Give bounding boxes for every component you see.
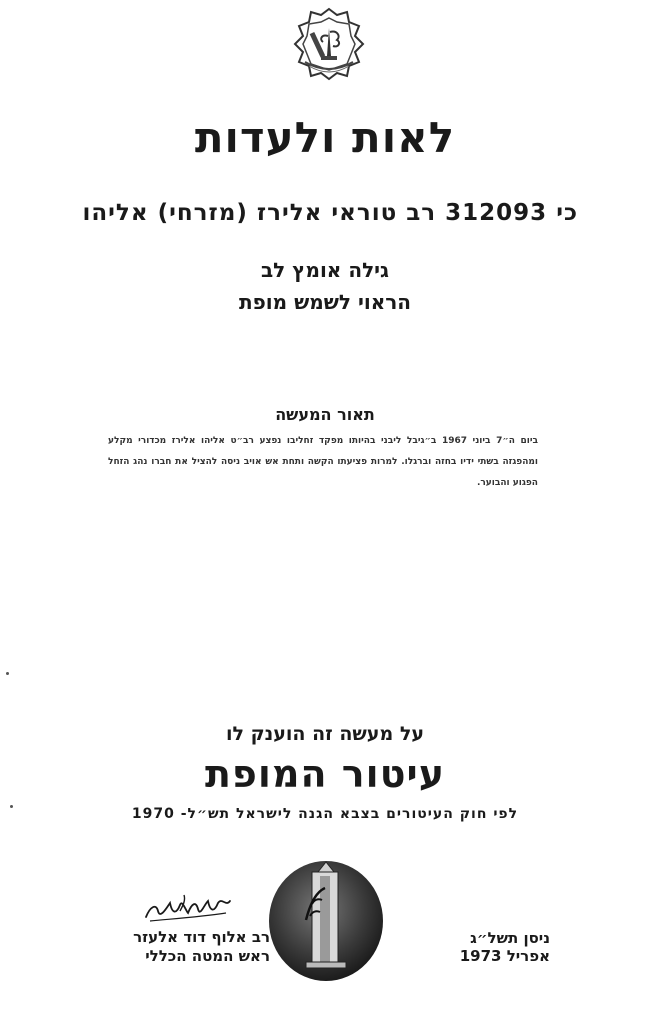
courage-line-2: הראוי לשמש מופת [238, 290, 412, 314]
date-hebrew: ניסן תשל״ג [470, 929, 550, 947]
award-name: עיטור המופת [204, 752, 446, 796]
certificate-title: לאות ולעדות [194, 113, 456, 162]
scan-speck [10, 805, 13, 808]
scan-speck [6, 672, 9, 675]
recipient-certify-line: כי 312093 רב טוראי אלירז (מזרחי) אליהו [82, 200, 578, 226]
law-reference-line: לפי חוק העיטורים בצבא הגנה לישראל תש״ל- 1970 [131, 806, 519, 822]
idf-emblem-icon [291, 6, 367, 82]
date-gregorian: אפריל 1973 [459, 947, 550, 965]
signatory-title: ראש המטה הכללי [145, 947, 270, 965]
signatory-rank-name: רב אלוף דוד אלעזר [133, 928, 270, 946]
courage-line-1: גילה אומץ לב [260, 258, 389, 282]
deed-description: ביום ה״7 ביוני 1967 ב״גיבל ליבני בהיותו מפקד זחליבו נפצע רב״ט אליהו אלירז מכדורי מקלע ומהפגזה בשתי ידיו בחזה וברגלו. למרות פציעתו הקשה ותחת אש אויב ניסה להציל את חברו נהג הזחל הפגוע והבוער. [108, 436, 538, 488]
awarded-line: על מעשה זה הוענק לו [226, 723, 424, 745]
handwritten-signature-icon [140, 889, 240, 927]
medal-of-distinguished-service-icon [266, 858, 386, 984]
deed-heading: תאור המעשה [275, 405, 375, 424]
